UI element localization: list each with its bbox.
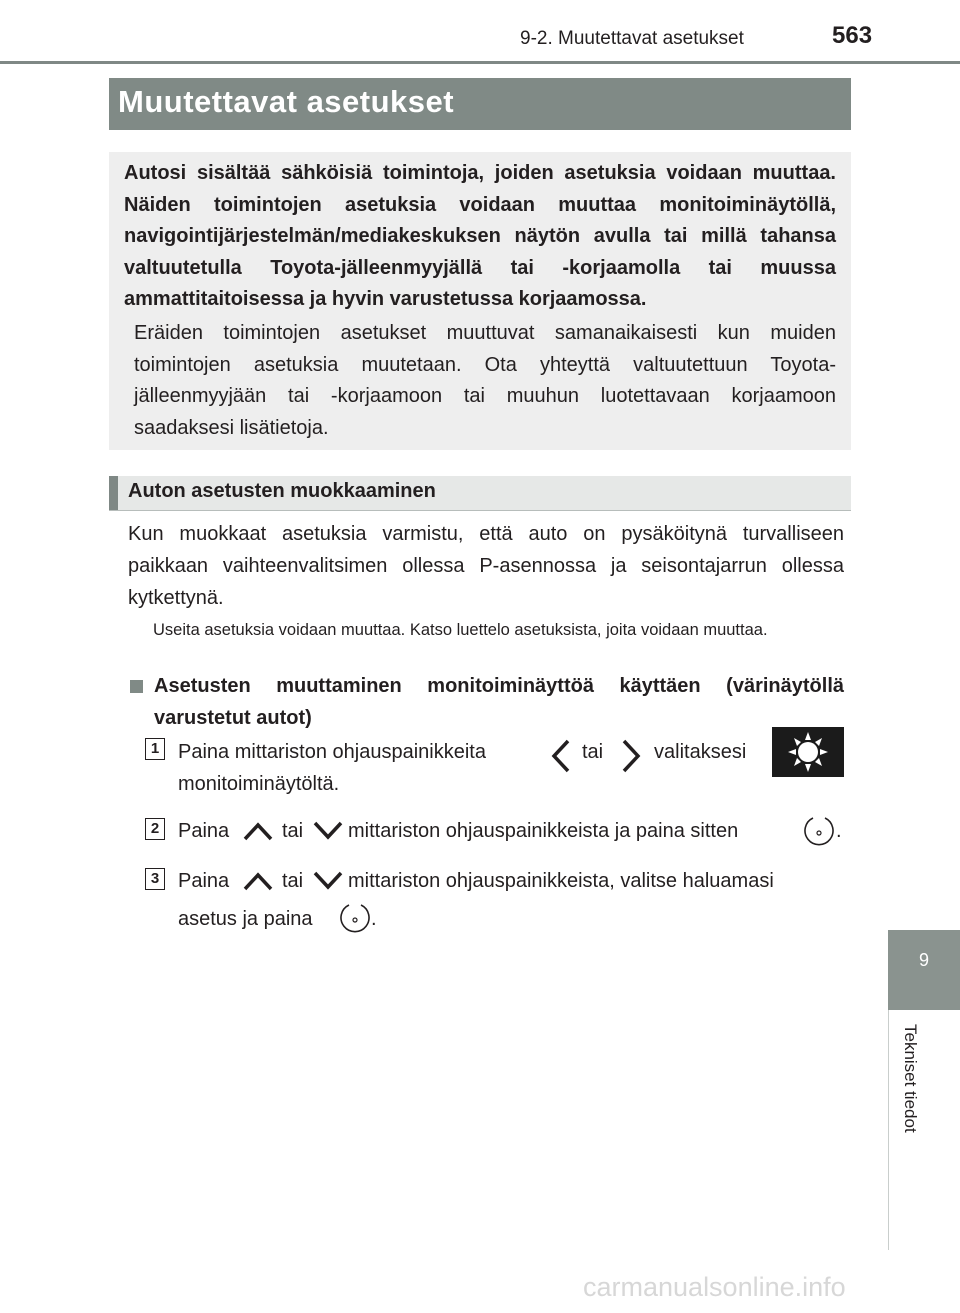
step-number-2: 2 — [145, 818, 165, 840]
chapter-number: 9 — [918, 950, 929, 970]
chevron-up-icon — [242, 820, 274, 842]
running-header-section: 9-2. Muutettavat asetukset — [520, 28, 744, 49]
chevron-down-icon — [312, 820, 344, 842]
step-1-text-b: tai — [582, 741, 604, 763]
step-number-3: 3 — [145, 868, 165, 890]
page-number: 563 — [832, 22, 873, 49]
intro-normal-text: Eräiden toimintojen asetukset muuttuvat samanaikaisesti kun muiden toimintojen asetuksia muutetaan. Ota yhteyttä valtuutettuun Toyota-jälleenmyyjään tai -korjaamoon tai muuhun luotettavaan korjaamoon saadaksesi lisätietoja. — [134, 322, 836, 439]
page-title: Muutettavat asetukset — [118, 84, 455, 119]
step-3-text-d: asetus ja paina — [178, 908, 313, 930]
ok-button-icon — [339, 902, 371, 936]
step-3-text-c: mittariston ohjauspainikkeista, valitse haluamasi — [348, 870, 774, 892]
step-2-text-d: . — [836, 820, 842, 842]
step-3-text-a: Paina — [178, 870, 230, 892]
ok-button-icon — [803, 815, 835, 849]
gear-icon — [772, 727, 844, 777]
step-2-text-c: mittariston ohjauspainikkeista ja paina sitten — [348, 820, 739, 842]
chevron-right-icon — [618, 738, 644, 774]
step-1-text-c: valitaksesi — [654, 741, 747, 763]
chapter-tab-strip — [888, 1010, 960, 1250]
step-2-text-a: Paina — [178, 820, 230, 842]
subsection-note: Useita asetuksia voidaan muuttaa. Katso luettelo asetuksista, joita voidaan muuttaa. — [153, 621, 768, 639]
settings-display-icon-box — [772, 727, 844, 777]
step-3-text-e: . — [371, 908, 377, 930]
subsection-heading: Auton asetusten muokkaaminen — [128, 480, 436, 502]
step-1-text-d: monitoiminäytöltä. — [178, 773, 340, 795]
step-2-text-b: tai — [282, 820, 304, 842]
chevron-left-icon — [548, 738, 574, 774]
step-number-1: 1 — [145, 738, 165, 760]
step-1-text-a: Paina mittariston ohjauspainikkeita — [178, 741, 486, 763]
subsection-paragraph: Kun muokkaat asetuksia varmistu, että auto on pysäköitynä turvalliseen paikkaan vaihteenvalitsimen ollessa P-asennossa ja seisontajarrun ollessa kytkettynä. — [128, 523, 844, 609]
watermark: carmanualsonline.info — [583, 1272, 846, 1302]
subsection-rule — [109, 510, 851, 511]
bullet-heading: Asetusten muuttaminen monitoiminäyttöä käyttäen (värinäytöllä varustetut autot) — [154, 675, 844, 729]
chevron-down-icon — [312, 870, 344, 892]
chapter-title: Tekniset tiedot — [901, 1024, 920, 1133]
step-3-text-b: tai — [282, 870, 304, 892]
chevron-up-icon — [242, 870, 274, 892]
intro-bold-text: Autosi sisältää sähköisiä toimintoja, joiden asetuksia voidaan muuttaa. Näiden toimintojen asetuksia voidaan muuttaa monitoiminäytöllä, navigointijärjestelmän/mediakeskuksen näytön avulla tai millä tahansa valtuutetulla Toyota-jälleenmyyjällä tai -korjaamolla tai muussa ammattitaitoisessa ja hyvin varustetussa korjaamossa. — [124, 162, 836, 310]
header-rule — [0, 61, 960, 64]
square-bullet-icon — [130, 680, 143, 693]
